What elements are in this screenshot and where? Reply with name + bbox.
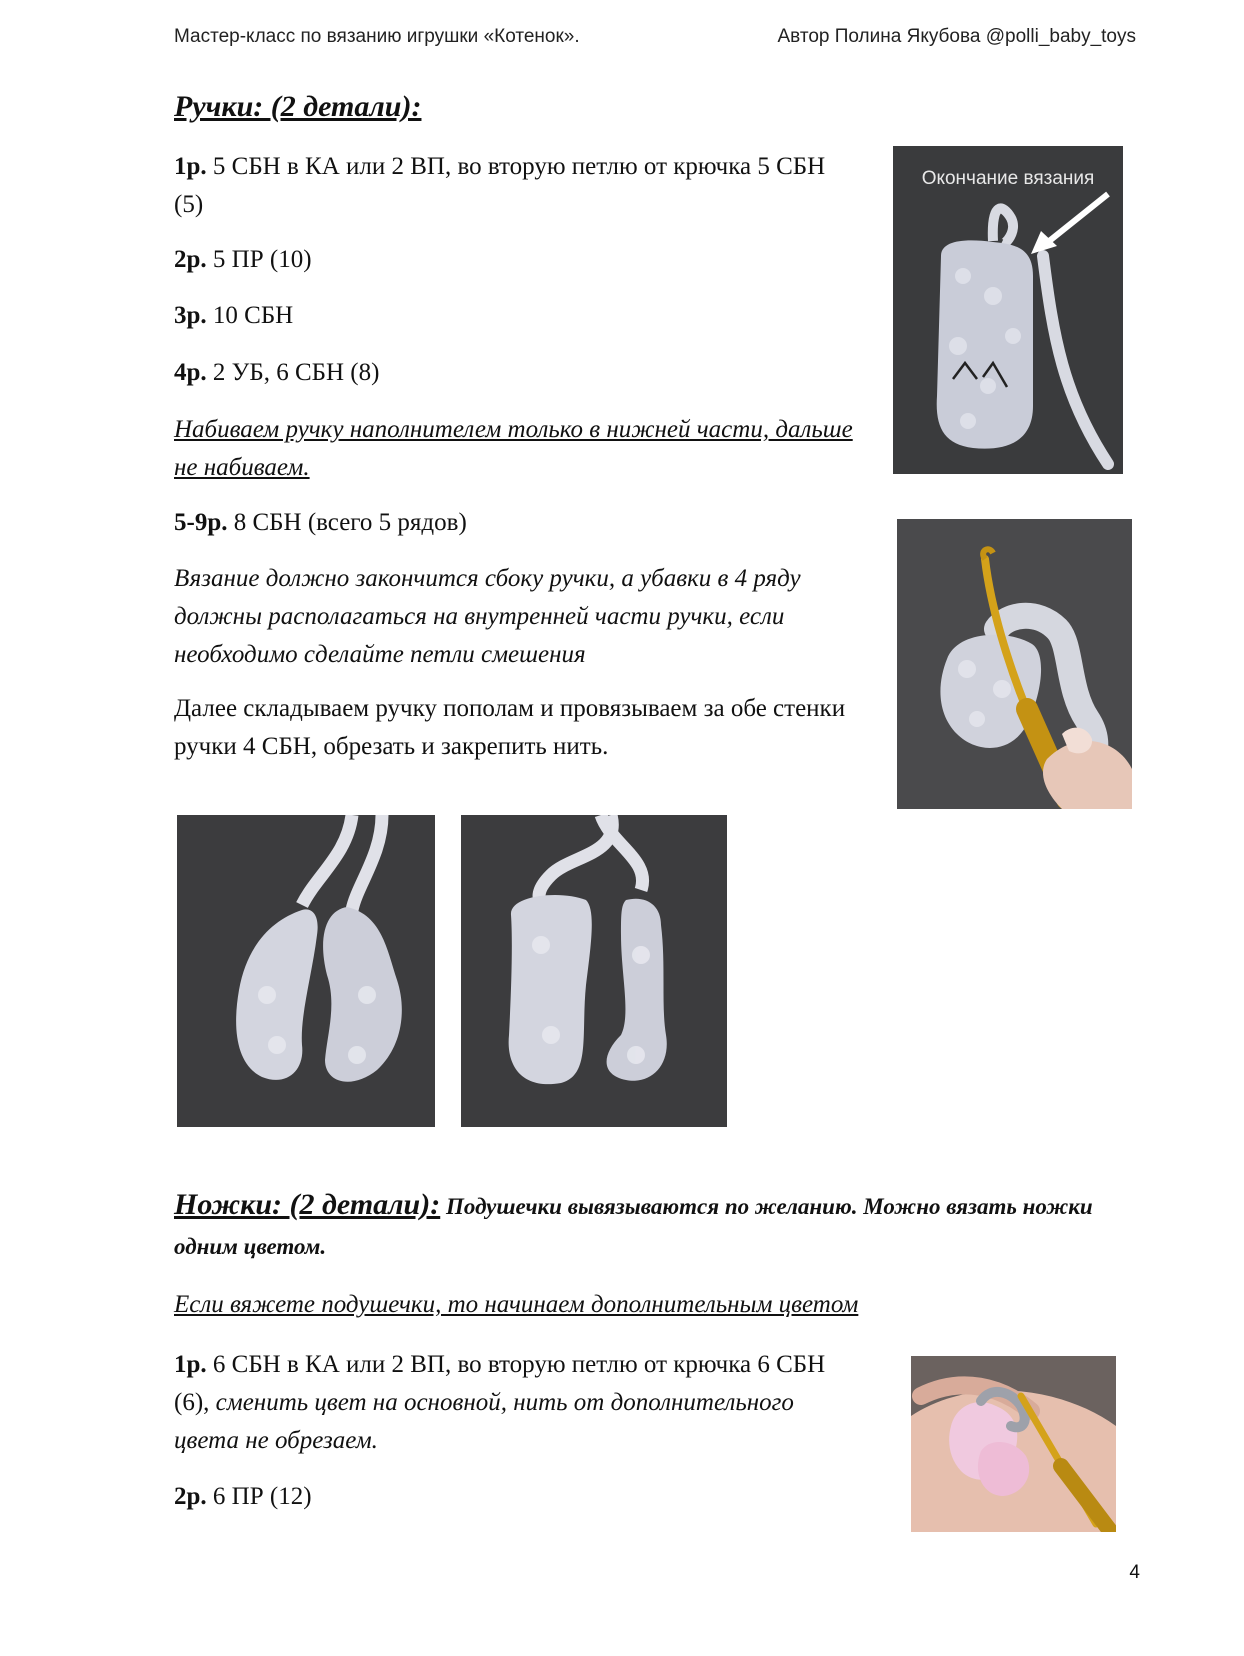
- legs-heading: [174, 1185, 1114, 1267]
- row-text: 8 СБН (всего 5 рядов): [227, 509, 467, 536]
- row-text: 5 ПР (10): [206, 246, 312, 273]
- arms-finished-photo-1: [177, 815, 435, 1127]
- row-text: 6 ПР (12): [206, 1483, 312, 1510]
- legs-row-2: [174, 1478, 312, 1516]
- arm-finish-photo: [893, 146, 1123, 474]
- row-label: 4р.: [174, 359, 207, 386]
- arms-row-1: [174, 148, 854, 224]
- row-label: 1р.: [174, 153, 207, 180]
- row-text: 6 СБН в КА или 2 ВП, во вторую петлю от крючка 6 СБН (6),: [174, 1351, 826, 1416]
- row-label: 3р.: [174, 302, 207, 329]
- arms-finished-photo-2: [461, 815, 727, 1127]
- row-text: 2 УБ, 6 СБН (8): [206, 359, 380, 386]
- arms-fold-instruction: Далее складываем ручку пополам и провязываем за обе стенки ручки 4 СБН, обрезать и закрепить нить.: [174, 695, 846, 760]
- header-left: Мастер-класс по вязанию игрушки «Котенок».: [174, 26, 580, 47]
- header-right: Автор Полина Якубова @polli_baby_toys: [777, 26, 1136, 47]
- legs-title: Ножки: (2 детали):: [174, 1188, 441, 1221]
- arms-stuffing-note: Набиваем ручку наполнителем только в нижней части, дальше не набиваем.: [174, 416, 853, 481]
- arms-end-note: Вязание должно закончится сбоку ручки, а убавки в 4 ряду должны располагаться на внутренней части ручки, если необходимо сделайте петли смешения: [174, 565, 801, 668]
- row-label: 1р.: [174, 1351, 207, 1378]
- arms-row-4: [174, 354, 379, 392]
- row-italic-text: сменить цвет на основной, нить от дополнительного цвета не обрезаем.: [174, 1389, 794, 1454]
- arms-title: Ручки: (2 детали):: [174, 90, 422, 123]
- arms-row-3: [174, 297, 293, 335]
- legs-row-1: [174, 1346, 864, 1460]
- row-label: 2р.: [174, 1483, 207, 1510]
- arm-crochet-photo: [897, 519, 1132, 809]
- photo-label: Окончание вязания: [921, 168, 1095, 189]
- row-text: 5 СБН в КА или 2 ВП, во вторую петлю от крючка 5 СБН (5): [174, 153, 826, 218]
- leg-start-photo: [911, 1356, 1116, 1532]
- page-number: 4: [1129, 1562, 1140, 1583]
- row-text: 10 СБН: [206, 302, 294, 329]
- legs-subtitle: Подушечки вывязываются по желанию. Можно вязать ножки одним цветом.: [174, 1194, 1093, 1259]
- row-label: 2р.: [174, 246, 207, 273]
- legs-note: Если вяжете подушечки, то начинаем дополнительным цветом: [174, 1291, 859, 1318]
- arms-row-5-9: [174, 504, 467, 542]
- arms-row-2: [174, 241, 312, 279]
- row-label: 5-9р.: [174, 509, 228, 536]
